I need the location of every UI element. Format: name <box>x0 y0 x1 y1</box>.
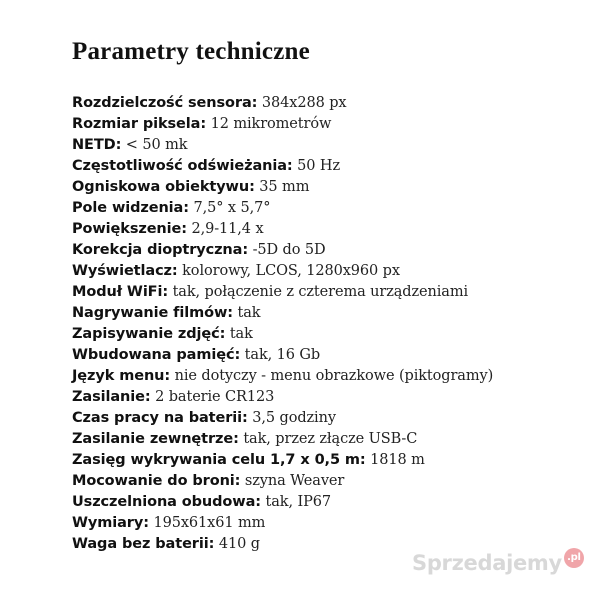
spec-value: 3,5 godziny <box>252 410 336 426</box>
spec-row <box>72 345 600 366</box>
spec-value: nie dotyczy - menu obrazkowe (piktogramy) <box>174 368 494 384</box>
spec-row <box>72 93 600 114</box>
spec-row <box>72 408 600 429</box>
spec-value: 50 Hz <box>297 158 340 174</box>
spec-row <box>72 198 600 219</box>
spec-value: kolorowy, LCOS, 1280x960 px <box>182 263 400 279</box>
spec-label: Zasilanie: <box>72 389 151 405</box>
spec-label: Rozmiar piksela: <box>72 116 207 132</box>
spec-value: tak, IP67 <box>265 494 332 510</box>
spec-label: Wbudowana pamięć: <box>72 347 241 363</box>
spec-value: tak, 16 Gb <box>244 347 321 363</box>
spec-value: tak <box>237 305 261 321</box>
spec-value: 35 mm <box>259 179 310 195</box>
spec-row <box>72 429 600 450</box>
spec-label: Wymiary: <box>72 515 149 531</box>
spec-row <box>72 156 600 177</box>
spec-label: Wyświetlacz: <box>72 263 178 279</box>
spec-value: 410 g <box>218 536 260 552</box>
watermark-badge: .pl <box>564 548 584 568</box>
spec-row <box>72 324 600 345</box>
spec-row <box>72 450 600 471</box>
spec-value: 2,9-11,4 x <box>191 221 264 237</box>
spec-value: -5D do 5D <box>252 242 326 258</box>
spec-label: Zapisywanie zdjęć: <box>72 326 226 342</box>
spec-value: 2 baterie CR123 <box>155 389 275 405</box>
spec-row <box>72 492 600 513</box>
watermark-logo <box>412 551 584 578</box>
spec-label: Nagrywanie filmów: <box>72 305 233 321</box>
spec-label: Język menu: <box>72 368 171 384</box>
spec-row <box>72 177 600 198</box>
spec-label: Uszczelniona obudowa: <box>72 494 261 510</box>
spec-label: Rozdzielczość sensora: <box>72 95 258 111</box>
spec-row <box>72 303 600 324</box>
spec-value: < 50 mk <box>125 137 188 153</box>
spec-row <box>72 366 600 387</box>
spec-label: Moduł WiFi: <box>72 284 169 300</box>
spec-label: Korekcja dioptryczna: <box>72 242 249 258</box>
spec-row <box>72 135 600 156</box>
spec-value: tak, połączenie z czterema urządzeniami <box>172 284 469 300</box>
spec-row <box>72 387 600 408</box>
spec-label: Ogniskowa obiektywu: <box>72 179 255 195</box>
spec-label: NETD: <box>72 137 122 153</box>
spec-row <box>72 282 600 303</box>
spec-label: Zasięg wykrywania celu 1,7 x 0,5 m: <box>72 452 366 468</box>
spec-row <box>72 114 600 135</box>
spec-label: Pole widzenia: <box>72 200 189 216</box>
spec-value: 384x288 px <box>261 95 347 111</box>
spec-value: 1818 m <box>370 452 425 468</box>
spec-value: 12 mikrometrów <box>210 116 332 132</box>
spec-label: Mocowanie do broni: <box>72 473 241 489</box>
spec-label: Zasilanie zewnętrze: <box>72 431 239 447</box>
page-title: Parametry techniczne <box>72 38 310 65</box>
spec-row <box>72 471 600 492</box>
spec-row <box>72 261 600 282</box>
spec-label: Waga bez baterii: <box>72 536 215 552</box>
spec-row <box>72 219 600 240</box>
spec-value: 7,5° x 5,7° <box>193 200 271 216</box>
spec-value: tak <box>229 326 253 342</box>
spec-value: 195x61x61 mm <box>153 515 266 531</box>
spec-row <box>72 240 600 261</box>
watermark-text: Sprzedajemy <box>412 551 562 575</box>
spec-row <box>72 513 600 534</box>
spec-value: tak, przez złącze USB-C <box>243 431 418 447</box>
spec-value: szyna Weaver <box>244 473 345 489</box>
spec-list <box>72 93 600 555</box>
spec-label: Czas pracy na baterii: <box>72 410 248 426</box>
spec-label: Częstotliwość odświeżania: <box>72 158 293 174</box>
spec-label: Powiększenie: <box>72 221 187 237</box>
